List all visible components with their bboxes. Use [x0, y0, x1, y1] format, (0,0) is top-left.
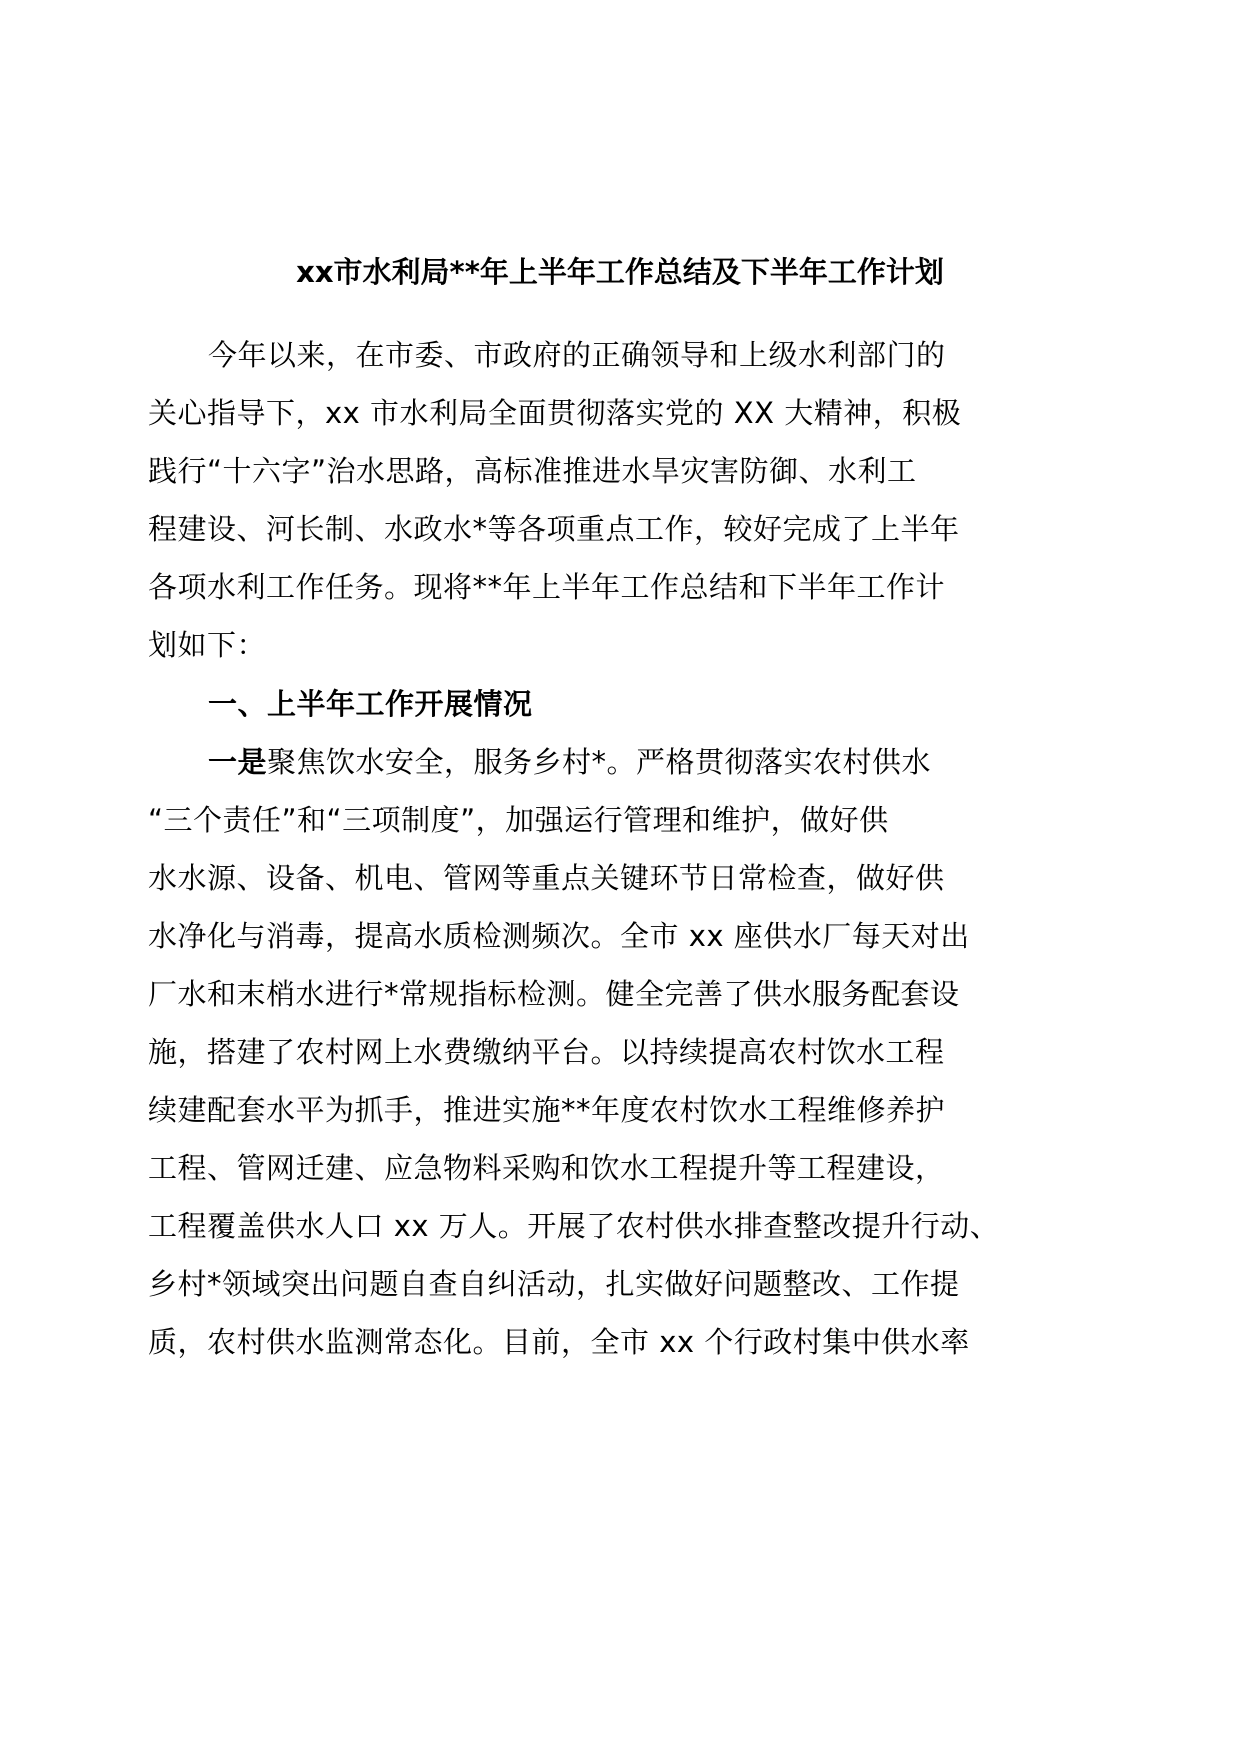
text-line: 关心指导下，xx 市水利局全面贯彻落实党的 XX 大精神，积极	[148, 396, 962, 430]
text-line: 水水源、设备、机电、管网等重点关键环节日常检查，做好供	[148, 861, 945, 895]
item-lead: 一是	[208, 745, 268, 779]
document-title: xx市水利局**年上半年工作总结及下半年工作计划	[296, 255, 944, 289]
text-line: “三个责任”和“三项制度”，加强运行管理和维护，做好供	[148, 803, 889, 837]
text-line: 水净化与消毒，提高水质检测频次。全市 xx 座供水厂每天对出	[148, 919, 970, 953]
text-line: 划如下：	[148, 628, 267, 662]
section-heading: 一、上半年工作开展情况	[208, 687, 533, 721]
text-line	[208, 742, 1048, 782]
text-line: 工程、管网迁建、应急物料采购和饮水工程提升等工程建设，	[148, 1151, 945, 1185]
text-line: 程建设、河长制、水政水*等各项重点工作，较好完成了上半年	[148, 512, 960, 546]
text-line: 质，农村供水监测常态化。目前，全市 xx 个行政村集中供水率	[148, 1325, 970, 1359]
text-line: 续建配套水平为抓手，推进实施**年度农村饮水工程维修养护	[148, 1093, 946, 1127]
text-line: 今年以来，在市委、市政府的正确领导和上级水利部门的	[208, 338, 946, 372]
text-line: 厂水和末梢水进行*常规指标检测。健全完善了供水服务配套设	[148, 977, 960, 1011]
item-text: 聚焦饮水安全，服务乡村*。严格贯彻落实农村供水	[267, 745, 932, 779]
text-line: 各项水利工作任务。现将**年上半年工作总结和下半年工作计	[148, 570, 946, 604]
text-line: 施，搭建了农村网上水费缴纳平台。以持续提高农村饮水工程	[148, 1035, 945, 1069]
text-line: 践行“十六字”治水思路，高标准推进水旱灾害防御、水利工	[148, 454, 917, 488]
text-line: 工程覆盖供水人口 xx 万人。开展了农村供水排查整改提升行动、	[148, 1209, 1000, 1243]
text-line: 乡村*领域突出问题自查自纠活动，扎实做好问题整改、工作提	[148, 1267, 960, 1301]
